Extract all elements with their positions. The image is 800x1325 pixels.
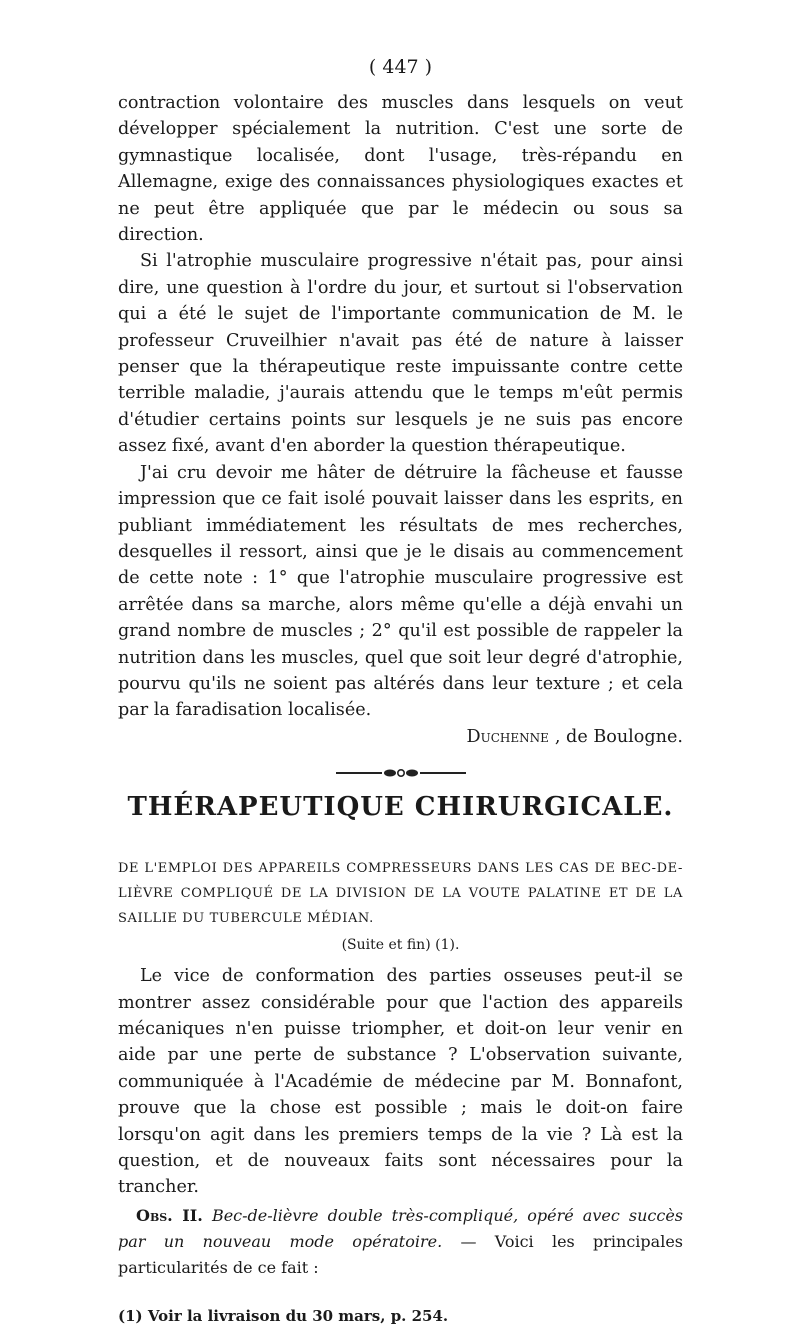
article-subheading: DE L'EMPLOI DES APPAREILS COMPRESSEURS DANS LES CAS DE BEC-DE-LIÈVRE COMPLIQUÉ DE LA DIVISION DE LA VOUTE PALATINE ET DE LA SAILLIE DU TUBERCULE MÉDIAN. (118, 861, 683, 927)
observation (118, 1203, 683, 1281)
footnote: (1) Voir la livraison du 30 mars, p. 254. (118, 1306, 449, 1325)
section-title: THÉRAPEUTIQUE CHIRURGICALE. (127, 792, 674, 823)
signature (118, 724, 683, 750)
signature-author: Duchenne (466, 726, 549, 747)
page-number: ( 447 ) (368, 56, 433, 78)
obs-title: Bec-de-lièvre double très-compliqué, opéré avec succès par un nouveau mode opératoire. (118, 1205, 683, 1251)
paragraph-intro: contraction volontaire des muscles dans lesquels on veut développer spécialement la nutrition. C'est une sorte de gymnastique localisée, dont l'usage, très-répandu en Allemagne, exige des connaissances physiologiques exactes et ne peut être appliquée que par le médecin ou sous sa direction. (118, 93, 683, 246)
paragraph-atrophie: Si l'atrophie musculaire progressive n'était pas, pour ainsi dire, une question à l'ordre du jour, et surtout si l'observation qui a été le sujet de l'importante communication de M. le professeur Cruveilhier n'avait pas été de nature à laisser penser que la thérapeutique reste impuissante contre cette terrible maladie, j'aurais attendu que le temps m'eût permis d'étudier certains points sur lesquels je ne suis pas encore assez fixé, avant d'en aborder la question thérapeutique. (118, 251, 683, 457)
paragraph-conclusion: J'ai cru devoir me hâter de détruire la fâcheuse et fausse impression que ce fait isolé pouvait laisser dans les esprits, en publiant immédiatement les résultats de mes recherches, desquelles il ressort, ainsi que je le disais au commencement de cette note : 1° que l'atrophie musculaire progressive est arrêtée dans sa marche, alors même qu'elle a déjà envahi un grand nombre de muscles ; 2° qu'il est possible de rappeler la nutrition dans les muscles, quel que soit leur degré d'atrophie, pourvu qu'ils ne soient pas altérés dans leur texture ; et cela par la faradisation localisée. (118, 462, 683, 721)
signature-place: , de Boulogne. (554, 726, 683, 747)
obs-text: — Voici les principales particularités de ce fait : (118, 1231, 683, 1277)
paragraph-vice: Le vice de conformation des parties osseuses peut-il se montrer assez considérable pour que l'action des appareils mécaniques n'en puisse triompher, et doit-on leur venir en aide par une perte de substance ? L'observation suivante, communiquée à l'Académie de médecine par M. Bonnafont, prouve que la chose est possible ; mais le doit-on faire lorsqu'on agit dans les premiers temps de la vie ? Là est la question, et de nouveaux faits sont nécessaires pour la trancher. (118, 966, 683, 1198)
suite-label: (Suite et fin) (1). (341, 937, 460, 954)
ornament-divider (118, 768, 683, 778)
obs-label: Obs. II. (136, 1205, 203, 1225)
document-page (118, 56, 683, 1325)
